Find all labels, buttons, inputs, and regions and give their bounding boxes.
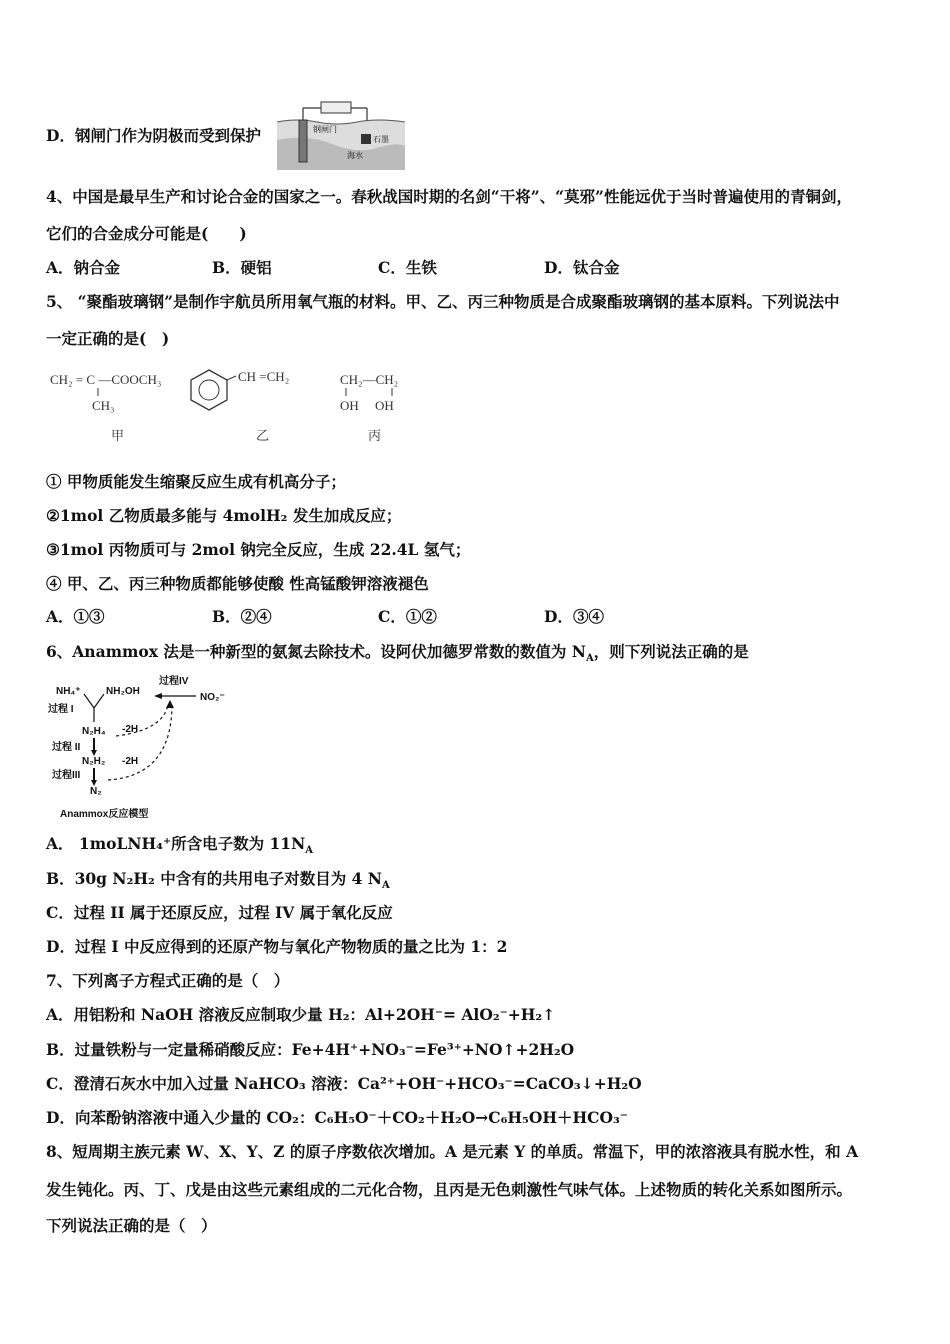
nh4-label: NH₄⁺ bbox=[56, 686, 81, 697]
q5-option-d: D．③④ bbox=[544, 607, 604, 626]
q5-statement-1: ① 甲物质能发生缩聚反应生成有机高分子； bbox=[46, 472, 346, 491]
minus-2h-b: -2H bbox=[122, 756, 139, 767]
n2-label: N₂ bbox=[90, 786, 102, 797]
jia-methyl: CH₃ bbox=[92, 398, 115, 413]
q7-option-b: B．过量铁粉与一定量稀硝酸反应：Fe+4H⁺+NO₃⁻=Fe³⁺+NO↑+2H₂O bbox=[46, 1040, 575, 1059]
q5-statement-3: ③1mol 丙物质可与 2mol 钠完全反应，生成 22.4L 氢气； bbox=[46, 540, 471, 559]
jia-formula: CH₂ = C —COOCH₃ bbox=[50, 372, 162, 387]
q6-stem bbox=[46, 642, 749, 669]
bing-hydroxyls: OH OH bbox=[340, 398, 394, 413]
process-2-label: 过程 II bbox=[52, 742, 81, 753]
q6-option-c: C．过程 II 属于还原反应，过程 IV 属于氧化反应 bbox=[46, 903, 393, 922]
gate-label: 钢闸门 bbox=[313, 125, 337, 134]
minus-2h-a: -2H bbox=[122, 724, 139, 735]
label-jia: 甲 bbox=[111, 428, 125, 443]
benzene-ring-icon bbox=[191, 370, 227, 410]
q4-stem-line1: 4、中国是最早生产和讨论合金的国家之一。春秋战国时期的名剑“干将”、“莫邪”性能远优于当时普遍使用的青铜剑， bbox=[46, 187, 852, 206]
q5-option-c: C．①② bbox=[378, 607, 437, 626]
q5-stem-line1: 5、 “聚酯玻璃钢”是制作宇航员所用氧气瓶的材料。甲、乙、丙三种物质是合成聚酯玻璃钢的基本原料。下列说法中 bbox=[46, 292, 840, 311]
cathode-protection-figure bbox=[277, 100, 405, 170]
q6-stem-end: ，则下列说法正确的是 bbox=[593, 642, 749, 661]
q6-option-b-text: B．30g N₂H₂ 中含有的共用电子对数目为 4 N bbox=[46, 869, 382, 888]
q6-stem-sub: A bbox=[585, 653, 594, 665]
label-yi: 乙 bbox=[256, 428, 270, 443]
process-3-label: 过程III bbox=[52, 770, 81, 781]
q4-option-a: A．钠合金 bbox=[46, 258, 121, 277]
q7-option-d: D．向苯酚钠溶液中通入少量的 CO₂：C₆H₅O⁻＋CO₂＋H₂O→C₆H₅OH＋HCO₃⁻ bbox=[46, 1108, 628, 1127]
graphite-label: 石墨 bbox=[373, 135, 389, 144]
q4-stem-line2: 它们的合金成分可能是( ) bbox=[46, 224, 247, 243]
q7-option-a: A．用铝粉和 NaOH 溶液反应制取少量 H₂：Al+2OH⁻= AlO₂⁻+H₂↑ bbox=[46, 1005, 556, 1024]
q6-option-a-sub: A bbox=[305, 845, 314, 857]
q4-option-b: B．硬铝 bbox=[212, 258, 272, 277]
seawater-label: 海水 bbox=[347, 151, 363, 160]
q6-option-a bbox=[46, 834, 313, 861]
anammox-caption: Anammox反应模型 bbox=[60, 809, 149, 820]
q6-option-d: D．过程 I 中反应得到的还原产物与氧化产物物质的量之比为 1：2 bbox=[46, 937, 508, 956]
q5-statement-4: ④ 甲、乙、丙三种物质都能够使酸 性高锰酸钾溶液褪色 bbox=[46, 574, 429, 593]
q6-option-b bbox=[46, 869, 390, 896]
yi-formula: CH =CH₂ bbox=[238, 369, 290, 384]
q5-option-a: A．①③ bbox=[46, 607, 105, 626]
q5-structures-figure bbox=[46, 360, 426, 450]
nh2oh-label: NH₂OH bbox=[106, 686, 140, 697]
q4-option-d: D．钛合金 bbox=[544, 258, 620, 277]
process-4-label: 过程IV bbox=[159, 676, 189, 687]
q5-stem-line2: 一定正确的是( ) bbox=[46, 329, 170, 348]
q6-stem-text: 6、Anammox 法是一种新型的氨氮去除技术。设阿伏加德罗常数的数值为 N bbox=[46, 642, 586, 661]
q5-option-b: B．②④ bbox=[212, 607, 272, 626]
q8-stem-line1: 8、短周期主族元素 W、X、Y、Z 的原子序数依次增加。A 是元素 Y 的单质。常温下，甲的浓溶液具有脱水性，和 A bbox=[46, 1142, 859, 1161]
q6-option-a-text: A． 1moLNH₄⁺所含电子数为 11N bbox=[46, 834, 306, 853]
q7-stem: 7、下列离子方程式正确的是（ ） bbox=[46, 971, 290, 990]
q8-stem-line3: 下列说法正确的是（ ） bbox=[46, 1216, 217, 1235]
q7-option-c: C．澄清石灰水中加入过量 NaHCO₃ 溶液：Ca²⁺+OH⁻+HCO₃⁻=CaCO₃↓+H₂O bbox=[46, 1074, 642, 1093]
n2h2-label: N₂H₂ bbox=[82, 756, 106, 767]
q3-option-d: D．钢闸门作为阴极而受到保护 bbox=[46, 126, 261, 145]
label-bing: 丙 bbox=[368, 428, 382, 443]
q4-option-c: C．生铁 bbox=[378, 258, 437, 277]
process-1-label: 过程 I bbox=[48, 704, 74, 715]
bing-formula: CH₂—CH₂ bbox=[340, 372, 399, 387]
n2h4-label: N₂H₄ bbox=[82, 726, 106, 737]
q5-statement-2: ②1mol 乙物质最多能与 4molH₂ 发生加成反应； bbox=[46, 506, 402, 525]
no2-label: NO₂⁻ bbox=[200, 692, 225, 703]
anammox-model-figure bbox=[46, 672, 246, 822]
q8-stem-line2: 发生钝化。丙、丁、戊是由这些元素组成的二元化合物，且丙是无色刺激性气味气体。上述物质的转化关系如图所示。 bbox=[46, 1180, 853, 1199]
q6-option-b-sub: A bbox=[381, 880, 390, 892]
